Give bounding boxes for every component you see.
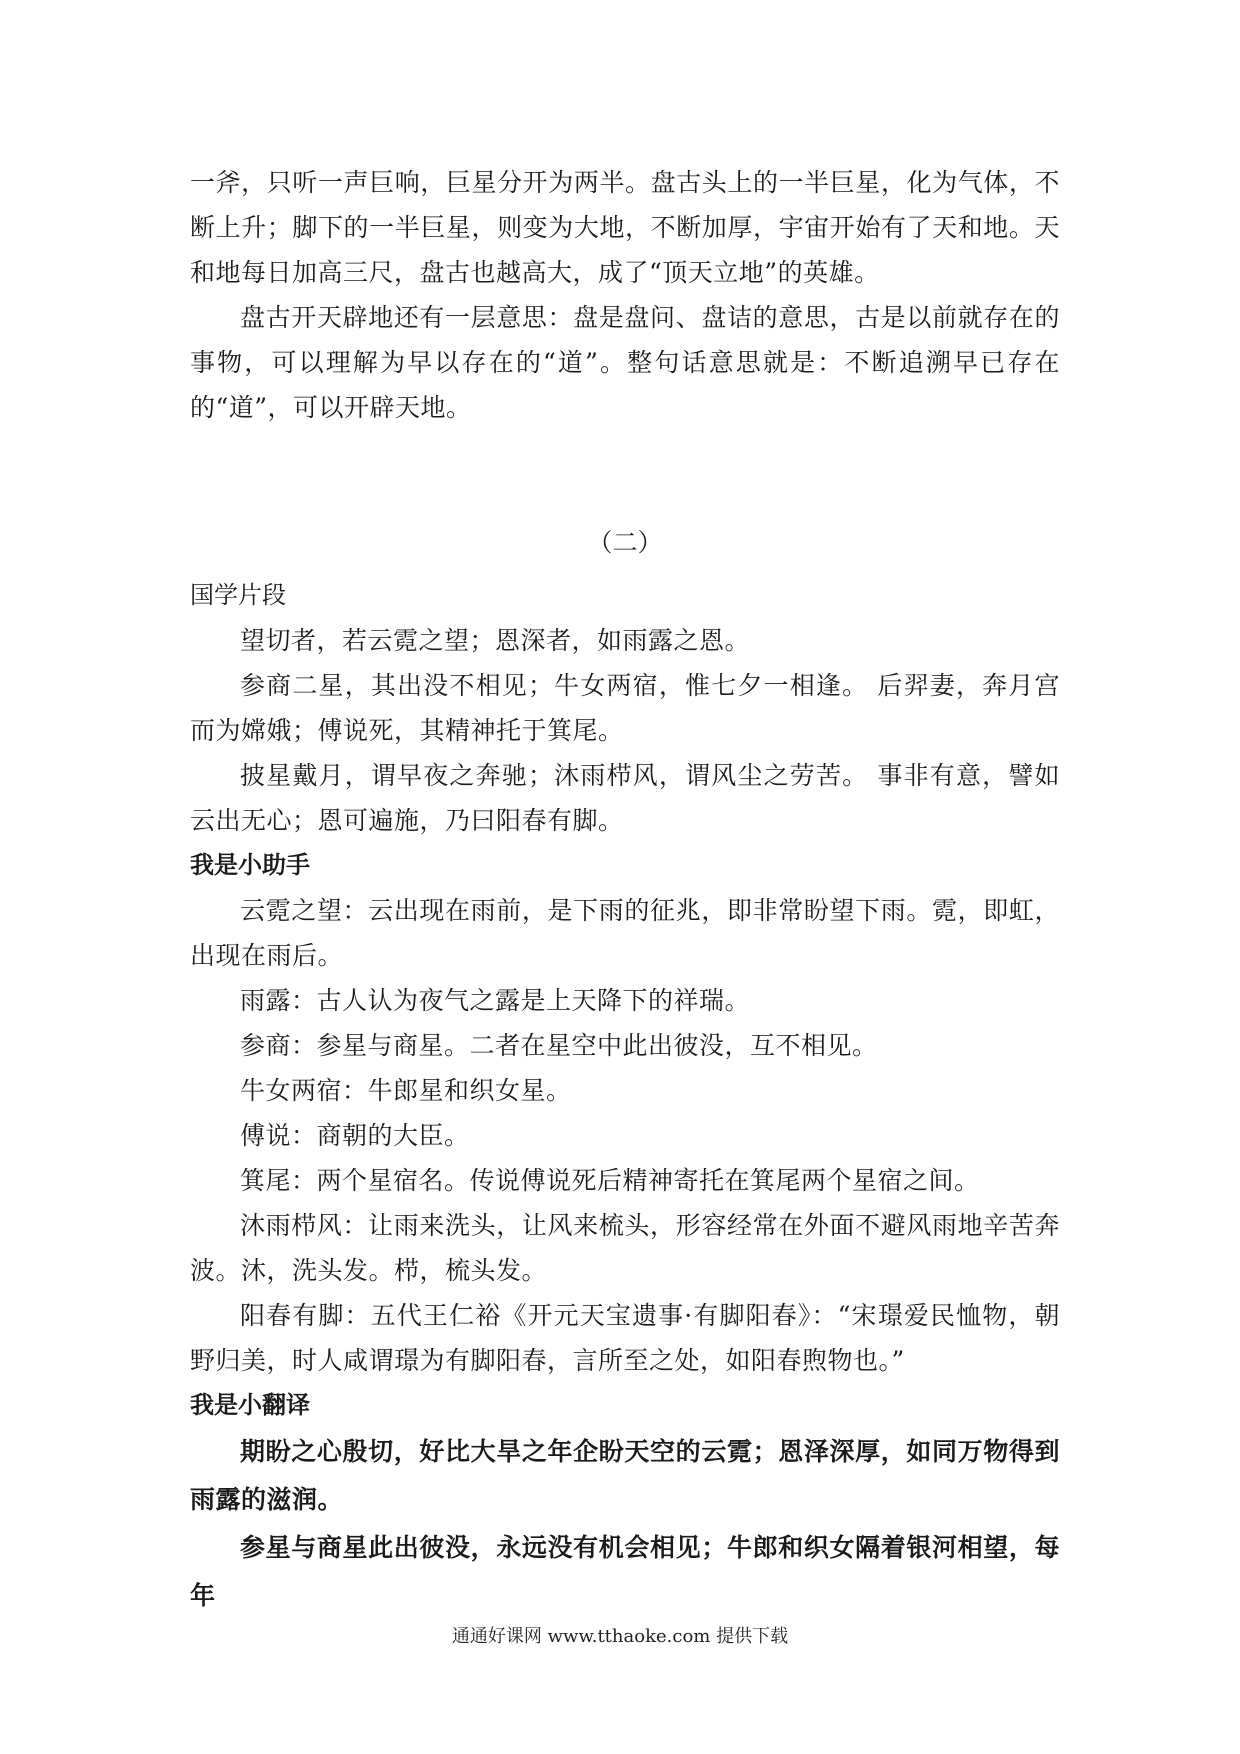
translator-paragraph: 期盼之心殷切，好比大旱之年企盼天空的云霓；恩泽深厚，如同万物得到雨露的滋润。 (190, 1437, 1060, 1514)
guoxue-heading: 国学片段 (190, 581, 286, 609)
section-title: （二） (587, 528, 663, 557)
translator-paragraph: 参星与商星此出彼没，永远没有机会相见；牛郎和织女隔着银河相望，每年 (190, 1533, 1060, 1610)
helper-paragraph: 云霓之望：云出现在雨前，是下雨的征兆，即非常盼望下雨。霓，即虹，出现在雨后。 (190, 896, 1060, 970)
helper-paragraph: 沐雨栉风：让雨来洗头，让风来梳头，形容经常在外面不避风雨地辛苦奔波。沐，洗头发。栉，梳头发。 (190, 1211, 1060, 1285)
helper-paragraph: 傅说：商朝的大臣。 (240, 1121, 470, 1150)
intro-paragraph-1: 一斧，只听一声巨响，巨星分开为两半。盘古头上的一半巨星，化为气体，不断上升；脚下的一半巨星，则变为大地，不断加厚，宇宙开始有了天和地。天和地每日加高三尺，盘古也越高大，成了“顶天立地”的英雄。 (190, 168, 1060, 287)
helper-paragraph: 参商：参星与商星。二者在星空中此出彼没，互不相见。 (240, 1031, 878, 1060)
helper-paragraph: 阳春有脚：五代王仁裕《开元天宝遗事·有脚阳春》：“宋璟爱民恤物，朝野归美，时人咸谓璟为有脚阳春，言所至之处，如阳春煦物也。” (190, 1301, 1060, 1375)
page-footer: 通通好课网 www.tthaoke.com 提供下载 (451, 1626, 789, 1647)
helper-paragraph: 牛女两宿：牛郎星和织女星。 (240, 1076, 572, 1105)
helper-heading: 我是小助手 (190, 851, 310, 879)
helper-paragraph: 雨露：古人认为夜气之露是上天降下的祥瑞。 (240, 986, 751, 1015)
document-body (190, 160, 1060, 1620)
guoxue-paragraph: 披星戴月，谓早夜之奔驰；沐雨栉风，谓风尘之劳苦。 事非有意，譬如云出无心；恩可遍施，乃曰阳春有脚。 (190, 761, 1060, 835)
translator-heading: 我是小翻译 (190, 1391, 310, 1419)
helper-paragraph: 箕尾：两个星宿名。传说傅说死后精神寄托在箕尾两个星宿之间。 (240, 1166, 980, 1195)
intro-paragraph-2: 盘古开天辟地还有一层意思：盘是盘问、盘诘的意思，古是以前就存在的事物，可以理解为早以存在的“道”。整句话意思就是：不断追溯早已存在的“道”，可以开辟天地。 (190, 303, 1060, 422)
guoxue-paragraph: 参商二星，其出没不相见；牛女两宿，惟七夕一相逢。 后羿妻，奔月宫而为嫦娥；傅说死，其精神托于箕尾。 (190, 671, 1060, 745)
guoxue-paragraph: 望切者，若云霓之望；恩深者，如雨露之恩。 (240, 626, 751, 655)
